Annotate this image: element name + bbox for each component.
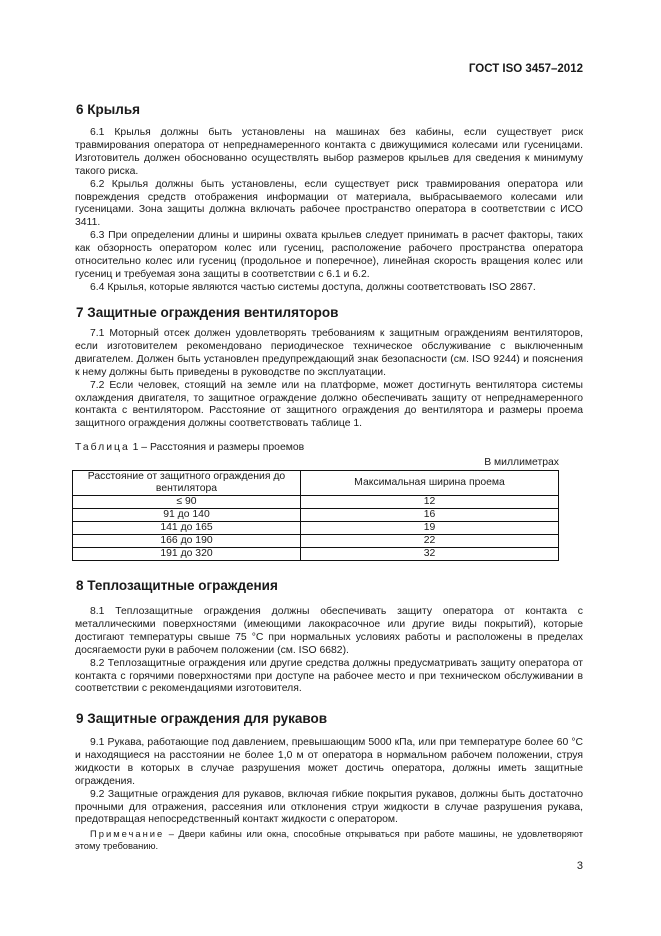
- section-6-title: 6 Крылья: [76, 102, 141, 117]
- table-cell: 191 до 320: [73, 548, 301, 561]
- table-row: [73, 535, 559, 548]
- section-8-body: [75, 606, 583, 696]
- table-caption-label: Таблица: [75, 442, 130, 453]
- paragraph: 7.2 Если человек, стоящий на земле или на платформе, может достигнуть вентилятора системы охлаждения двигателя, то защитное ограждение должно обеспечивать защиту от непреднамеренного контакта с вентилятором. Расстояние от защитного ограждения до вентилятора и размеры проема защитного ограждения должны соответствовать таблице 1.: [75, 379, 583, 430]
- table-header-row: [73, 471, 559, 496]
- column-header: Расстояние от защитного ограждения до вентилятора: [73, 471, 301, 496]
- section-7-body: [75, 328, 583, 431]
- paragraph: 9.1 Рукава, работающие под давлением, превышающим 5000 кПа, или при температуре более 60 °С и находящиеся на расстоянии не более 1,0 м от оператора в нормальном рабочем положении, струя жидкости в которых в случае разрушения может достичь оператора, должны иметь защитные ограждения.: [75, 737, 583, 787]
- note: [75, 828, 583, 852]
- paragraph: 6.2 Крылья должны быть установлены, если существует риск травмирования оператора или повреждения средств отображения информации от материала, выбрасываемого колесами или гусеницами. Зона защиты должна включать рабочее пространство оператора в соответствии с ИСО 3411.: [75, 178, 583, 229]
- paragraph: 8.1 Теплозащитные ограждения должны обеспечивать защиту оператора от контакта с металлическими поверхностями (имеющими лакокрасочное или другие виды покрытий), которые достигают температуры свыше 75 °С при нормальных условиях работы и расположены в пределах досягаемости руки в рабочем положении (см. ISO 6682).: [75, 606, 583, 656]
- paragraph: 8.2 Теплозащитные ограждения или другие средства должны предусматривать защиту оператора от контакта с горячими поверхностями при доступе на рабочее место и при техническом обслуживании в соответствии с рекомендациями изготовителя.: [75, 657, 583, 695]
- table-cell: ≤ 90: [73, 496, 301, 509]
- page-number: 3: [576, 860, 583, 872]
- table-row: [73, 496, 559, 509]
- table-cell: 22: [301, 535, 559, 548]
- column-header: Максимальная ширина проема: [301, 471, 559, 496]
- table-cell: 16: [301, 509, 559, 522]
- paragraph: 6.1 Крылья должны быть установлены на машинах без кабины, если существует риск травмирования оператора от непреднамеренного контакта с движущимися колесами или гусеницами. Изготовитель должен обоснованно осуществлять выбор размеров крыльев для сведения к минимуму такого риска.: [75, 127, 583, 177]
- paragraph: 7.1 Моторный отсек должен удовлетворять требованиям к защитным ограждениям вентиляторов, если изготовителем рекомендовано периодическое техническое обслуживание с выключенным двигателем. Должен быть установлен предупреждающий знак безопасности (см. ISO 9244) и пояснения к нему должны быть приведены в руководстве по эксплуатации.: [75, 328, 583, 378]
- table-unit: В миллиметрах: [484, 457, 559, 468]
- paragraph: 6.4 Крылья, которые являются частью системы доступа, должны соответствовать ISO 2867.: [90, 281, 536, 293]
- section-6-body: [75, 127, 583, 295]
- table-cell: 32: [301, 548, 559, 561]
- table-cell: 91 до 140: [73, 509, 301, 522]
- document-header: ГОСТ ISO 3457–2012: [468, 63, 583, 75]
- section-8-title: 8 Теплозащитные ограждения: [76, 578, 278, 593]
- paragraph: 6.3 При определении длины и ширины охвата крыльев следует принимать в расчет факторы, таких как обзорность оператором колес или гусениц, расположение рабочего пространства оператора относительно колес или гусениц (продольное и поперечное), линейная скорость вращения колес или гусениц и требуемая зона защиты в соответствии с 6.1 и 6.2.: [75, 230, 583, 280]
- table-row: [73, 522, 559, 535]
- table-cell: 19: [301, 522, 559, 535]
- table-row: [73, 509, 559, 522]
- section-9-body: [75, 737, 583, 827]
- table-caption-text: 1 – Расстояния и размеры проемов: [129, 442, 305, 453]
- section-7-title: 7 Защитные ограждения вентиляторов: [76, 305, 339, 320]
- table-cell: 141 до 165: [73, 522, 301, 535]
- distances-table: [72, 470, 559, 561]
- table-row: [73, 548, 559, 561]
- paragraph: 9.2 Защитные ограждения для рукавов, включая гибкие покрытия рукавов, должны быть достаточно прочными для отражения, рассеяния или отклонения струи жидкости в случае разрушения рукава, предотвращая непосредственный контакт жидкости с оператором.: [75, 788, 583, 826]
- note-label: Примечание: [90, 828, 165, 839]
- table-cell: 12: [301, 496, 559, 509]
- note-text: – Двери кабины или окна, способные открываться при работе машины, не удовлетворяют этому требованию.: [75, 828, 583, 851]
- table-caption: [75, 442, 304, 453]
- section-9-title: 9 Защитные ограждения для рукавов: [76, 711, 328, 726]
- table-cell: 166 до 190: [73, 535, 301, 548]
